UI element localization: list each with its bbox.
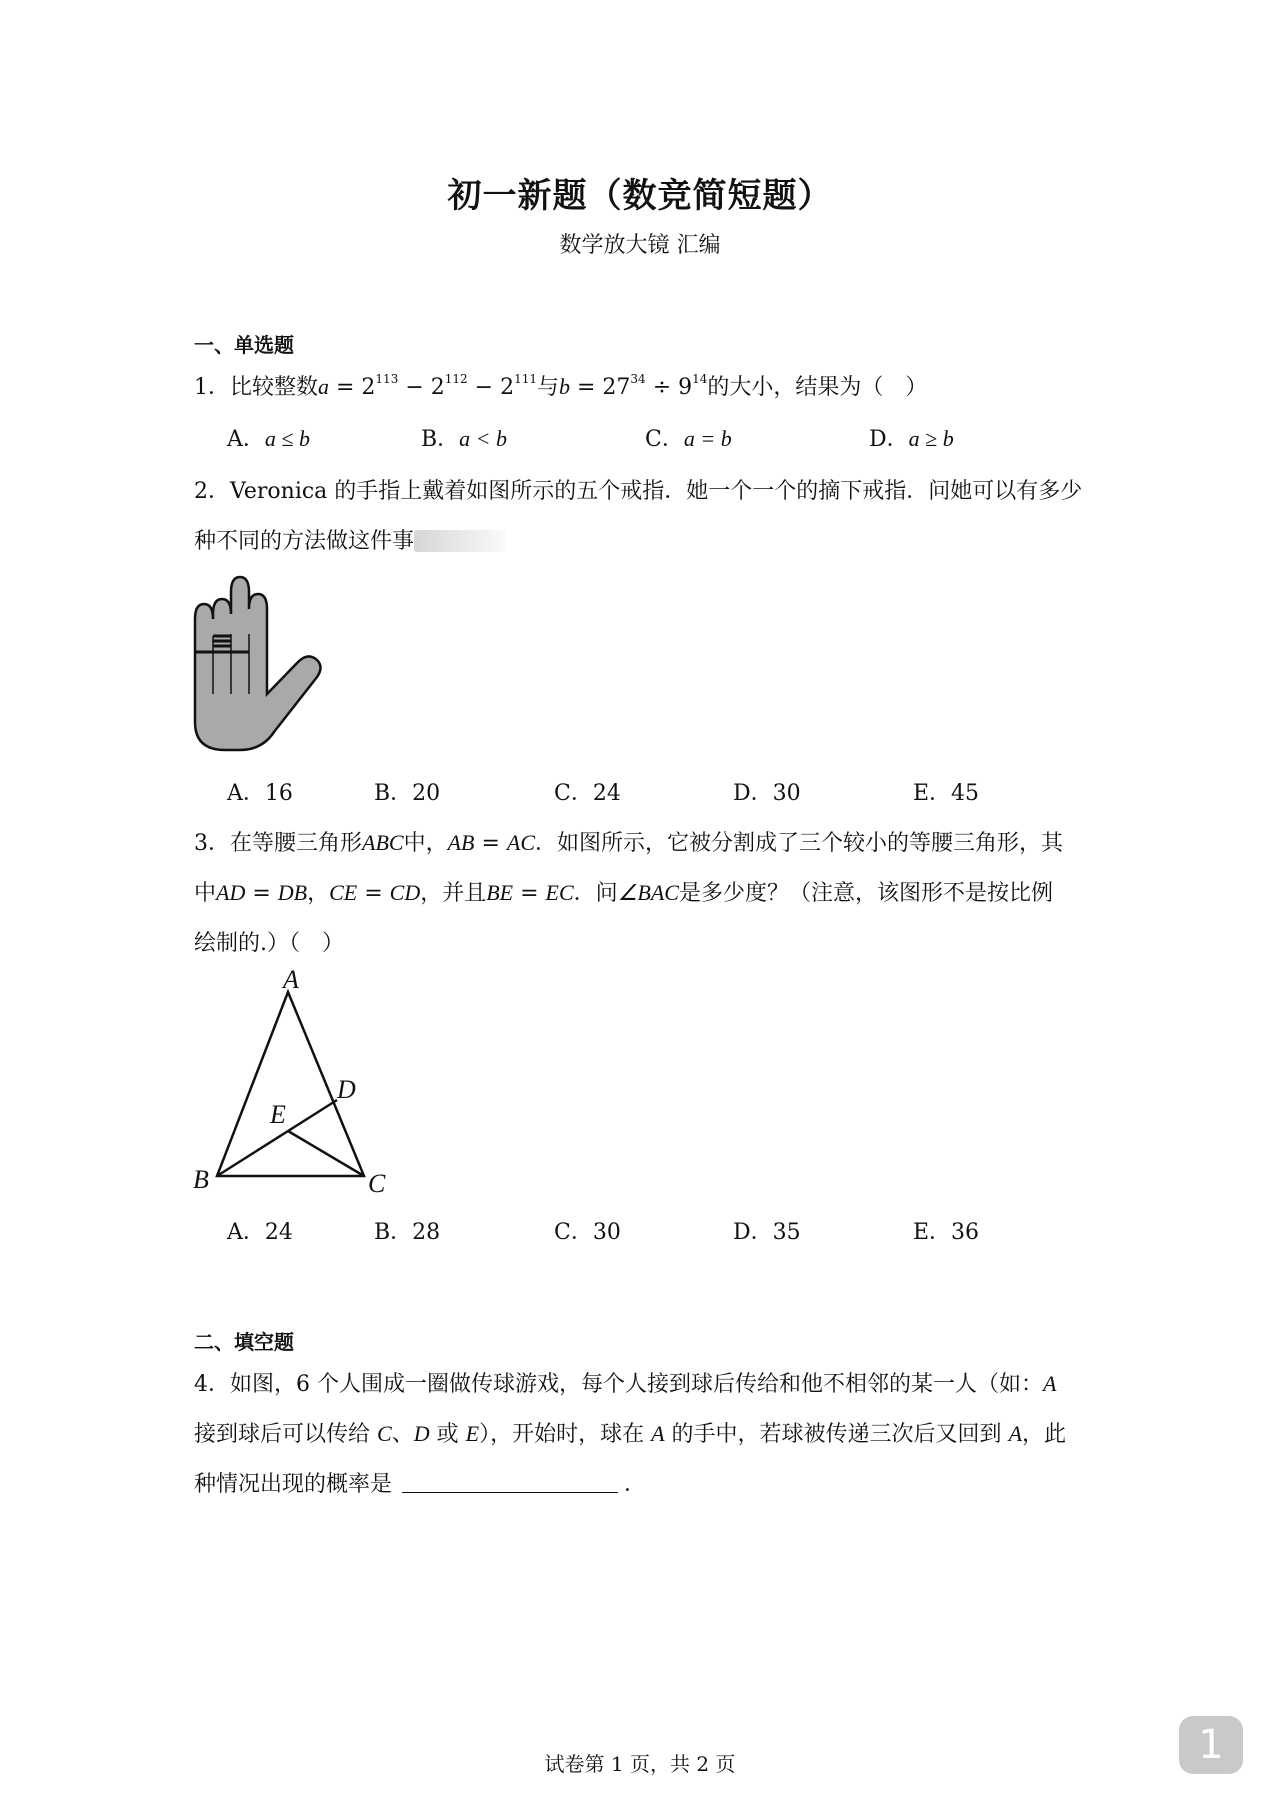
- q3-option-e[interactable]: E．36: [913, 1220, 980, 1245]
- q4-math: A: [1043, 1371, 1057, 1396]
- q4-math: C: [377, 1421, 392, 1446]
- document-title: 初一新题（数竞简短题）: [447, 176, 833, 216]
- q1-exp: 14: [692, 372, 708, 386]
- hand-shape: [195, 577, 321, 750]
- question-4-line-3: [194, 1467, 646, 1498]
- q1-var-a: a: [318, 374, 329, 399]
- label-e: E: [270, 1100, 286, 1129]
- section-heading-fill-blank: 二、填空题: [194, 1330, 294, 1354]
- q4-text: 4．如图，6 个人围成一圈做传球游戏，每个人接到球后传给和他不相邻的某一人（如：: [194, 1372, 1043, 1397]
- q3-math: AB: [447, 830, 475, 855]
- answer-blank[interactable]: [402, 1472, 618, 1493]
- q1-exp: 113: [375, 372, 399, 386]
- q3-math: ABC: [362, 830, 404, 855]
- q3-text: ．如图所示，它被分割成了三个较小的等腰三角形，其: [535, 831, 1064, 856]
- q1-option-a[interactable]: [227, 422, 310, 453]
- hand-with-rings-figure: [190, 574, 330, 754]
- q1-term: = 2: [329, 375, 376, 400]
- isosceles-triangle-figure: [190, 970, 400, 1200]
- option-expr: a < b: [459, 426, 508, 451]
- q3-math: AD: [216, 880, 246, 905]
- question-4-line-2: [194, 1417, 1066, 1448]
- q4-text: 的手中，若球被传递三次后又回到: [671, 1422, 1002, 1447]
- q3-option-c[interactable]: C．30: [554, 1220, 621, 1245]
- q3-text: ．问: [573, 881, 618, 906]
- q2-option-c[interactable]: C．24: [554, 781, 621, 806]
- q1-option-b[interactable]: [421, 422, 507, 453]
- q3-math: EC: [545, 880, 574, 905]
- q1-and: 与: [536, 375, 559, 400]
- q3-math: DB: [277, 880, 308, 905]
- q3-text: =: [245, 881, 278, 906]
- label-a: A: [283, 970, 299, 994]
- q3-option-a[interactable]: A．24: [227, 1220, 293, 1245]
- q3-option-b[interactable]: B．28: [374, 1220, 441, 1245]
- q1-term: − 2: [398, 375, 445, 400]
- section-heading-single-choice: 一、单选题: [194, 333, 294, 357]
- q3-text: =: [474, 831, 507, 856]
- q1-term: − 2: [467, 375, 515, 400]
- q3-text: ，: [307, 881, 330, 906]
- option-label: A．: [227, 427, 265, 452]
- q3-math: BE: [486, 880, 514, 905]
- question-2-line-1: 2．Veronica 的手指上戴着如图所示的五个戒指．她一个一个的摘下戒指．问她可以有多少: [194, 479, 1083, 504]
- q3-text: 3．在等腰三角形: [194, 831, 362, 856]
- option-label: C．: [645, 427, 684, 452]
- q1-option-c[interactable]: [645, 422, 732, 453]
- q4-text: 种情况出现的概率是: [194, 1472, 393, 1497]
- q3-text: 中，: [403, 831, 448, 856]
- option-expr: a ≥ b: [908, 426, 954, 451]
- blurred-region: [414, 530, 506, 552]
- option-expr: a ≤ b: [264, 426, 310, 451]
- q1-term: ÷ 9: [645, 375, 693, 400]
- label-d: D: [337, 1075, 356, 1104]
- q1-prefix: 1．比较整数: [194, 375, 318, 400]
- q1-option-d[interactable]: [869, 422, 954, 453]
- option-expr: a = b: [683, 426, 732, 451]
- option-label: D．: [869, 427, 909, 452]
- q2-option-d[interactable]: D．30: [733, 781, 801, 806]
- segment-ec: [288, 1131, 364, 1176]
- q2-text: 种不同的方法做这件事: [194, 529, 415, 554]
- q3-text: 中: [194, 881, 217, 906]
- label-b: B: [193, 1165, 209, 1194]
- question-1-stem: [194, 370, 927, 401]
- q4-text: ．: [624, 1472, 647, 1497]
- question-2-line-2: [194, 524, 506, 555]
- q4-math: E: [465, 1421, 480, 1446]
- q4-text: 或: [436, 1422, 459, 1447]
- question-3-line-1: [194, 826, 1063, 857]
- question-4-line-1: [194, 1367, 1056, 1398]
- q1-var-b: b: [559, 374, 570, 399]
- option-label: B．: [421, 427, 460, 452]
- q4-math: D: [413, 1421, 430, 1446]
- q2-option-b[interactable]: B．20: [374, 781, 441, 806]
- q3-text: 是多少度？（注意，该图形不是按比例: [678, 881, 1053, 906]
- q3-math: ∠BAC: [617, 880, 679, 905]
- q3-option-d[interactable]: D．35: [733, 1220, 801, 1245]
- question-3-line-3: 绘制的.）（ ）: [194, 931, 344, 956]
- q4-text: 、: [391, 1422, 414, 1447]
- q3-math: CE: [329, 880, 358, 905]
- q2-option-a[interactable]: A．16: [227, 781, 293, 806]
- q3-math: AC: [506, 830, 536, 855]
- label-c: C: [368, 1169, 386, 1198]
- page-footer: 试卷第 1 页，共 2 页: [544, 1752, 736, 1776]
- q4-text: 接到球后可以传给: [194, 1422, 371, 1447]
- q1-exp: 111: [514, 372, 537, 386]
- q1-term: = 27: [570, 375, 631, 400]
- q1-suffix: 的大小，结果为（ ）: [707, 375, 928, 400]
- question-3-line-2: [194, 876, 1053, 907]
- q4-text: ，此: [1022, 1422, 1067, 1447]
- q3-text: ，并且: [420, 881, 487, 906]
- q3-text: =: [357, 881, 390, 906]
- q1-exp: 112: [444, 372, 468, 386]
- q4-text: ），开始时，球在: [479, 1422, 645, 1447]
- q4-math: A: [651, 1421, 665, 1446]
- q3-text: =: [513, 881, 546, 906]
- q3-math: CD: [389, 880, 421, 905]
- page-number-badge[interactable]: 1: [1179, 1716, 1243, 1774]
- q1-exp: 34: [630, 372, 646, 386]
- document-subtitle: 数学放大镜 汇编: [559, 233, 721, 258]
- q2-option-e[interactable]: E．45: [913, 781, 980, 806]
- q4-math: A: [1008, 1421, 1023, 1446]
